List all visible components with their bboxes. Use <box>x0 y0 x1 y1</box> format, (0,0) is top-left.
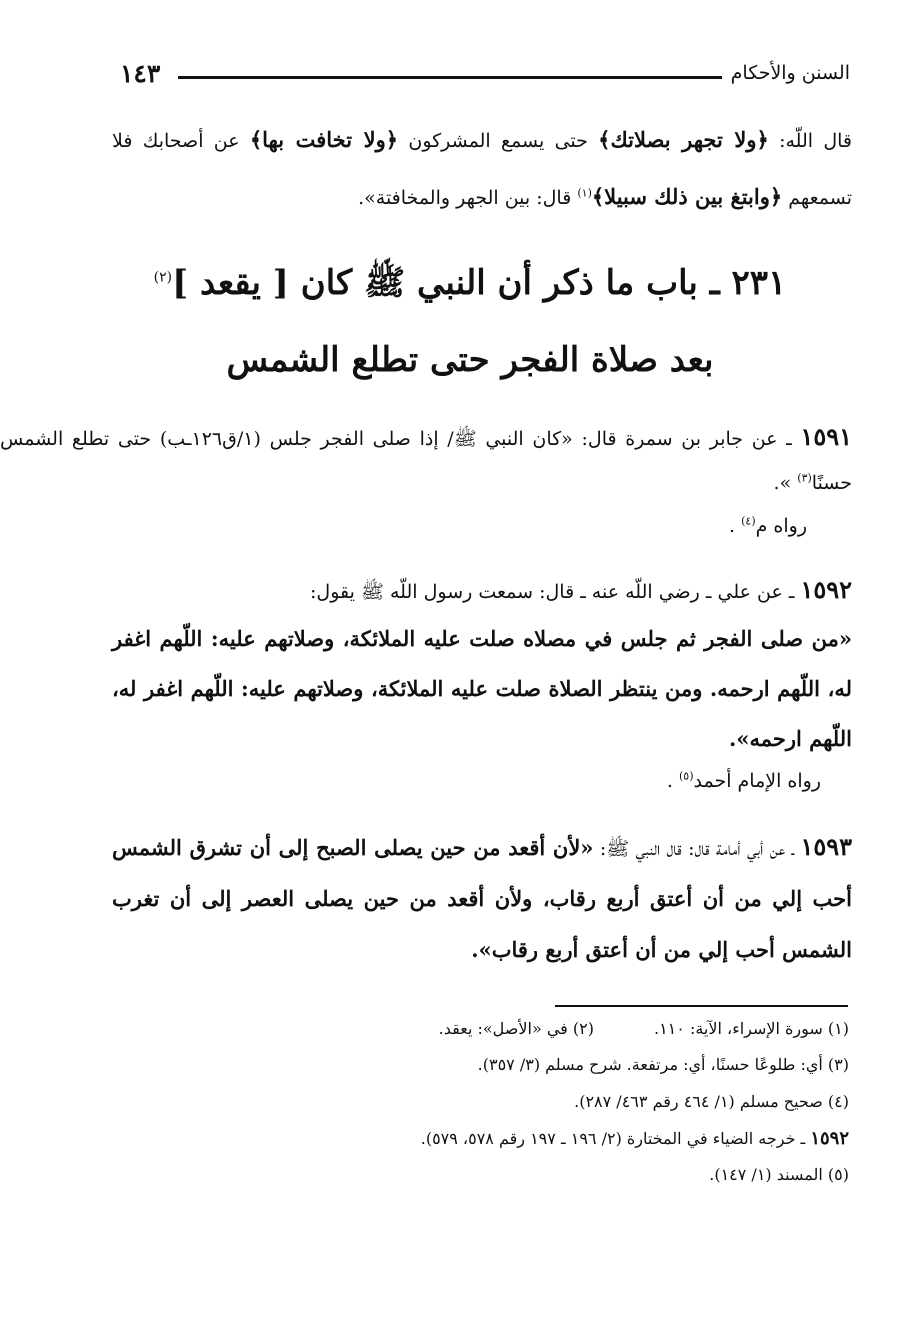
quran-quote-1: ﴿ولا تجهر بصلاتك﴾ <box>598 127 769 152</box>
riwaya-1592 <box>667 770 821 792</box>
footnote-ref-3: (٣) <box>797 471 812 485</box>
hadith-text: ـ عن جابر بن سمرة قال: «كان النبي ﷺ/ إذا صلى الفجر جلس (١/ق١٢٦ـب) حتى تطلع الشمس حسنًا <box>0 428 852 494</box>
riwaya-text: رواه م <box>755 515 807 537</box>
footnote-3: (٣) أي: طلوعًا حسنًا، أي: مرتفعة. شرح مسلم (٣/ ٣٥٧). <box>477 1055 849 1074</box>
quran-quote-3: ﴿وابتغ بين ذلك سبيلا﴾ <box>591 184 783 209</box>
footnote-takhrij-1592 <box>421 1128 849 1149</box>
hadith-body: «لأن أقعد من حين يصلى الصبح إلى أن تشرق الشمس أحب إلي من أن أعتق أربع رقاب، ولأن أقعد من حين يصلى العصر إلى أن تغرب الشمس أحب إلي من أن أعتق أربع رقاب». <box>112 835 852 962</box>
riwaya-end: . <box>729 515 742 537</box>
footnote-ref-4: (٤) <box>741 514 756 528</box>
footnote-1: (١) سورة الإسراء، الآية: ١١٠. <box>653 1019 849 1038</box>
riwaya-end: . <box>666 770 679 792</box>
hadith-1591 <box>0 415 852 505</box>
riwaya-text: رواه الإمام أحمد <box>693 770 821 792</box>
footnote-4: (٤) صحيح مسلم (١/ ٤٦٤ رقم ٤٦٣/ ٢٨٧). <box>574 1092 849 1111</box>
footnote-separator <box>555 1005 848 1007</box>
intro-paragraph <box>112 112 852 226</box>
chapter-title-text: ٢٣١ ـ باب ما ذكر أن النبي ﷺ كان [ يقعد ] <box>172 263 787 303</box>
hadith-body: «من صلى الفجر ثم جلس في مصلاه صلت عليه الملائكة، وصلاتهم عليه: اللّهم اغفر له، اللّهم ارحمه. ومن ينتظر الصلاة صلت عليه الملائكة، وصلاتهم عليه: اللّهم اغفر له، اللّهم ارحمه». <box>112 626 852 751</box>
intro-text-4: قال: بين الجهر والمخافتة». <box>358 187 578 209</box>
footnote-takhrij-text: ـ خرجه الضياء في المختارة (٢/ ١٩٦ ـ ١٩٧ رقم ٥٧٨، ٥٧٩). <box>420 1129 811 1148</box>
header-title: السنن والأحكام <box>730 62 850 84</box>
footnote-ref-1: (١) <box>577 186 592 200</box>
hadith-1592 <box>112 568 852 764</box>
intro-text-1: قال اللّه: <box>768 130 853 152</box>
hadith-number: ١٥٩٢ <box>800 575 852 604</box>
footnote-line-1 <box>439 1019 849 1038</box>
hadith-number: ١٥٩١ <box>800 422 852 451</box>
page-number: ١٤٣ <box>120 59 161 88</box>
header-rule <box>178 76 722 79</box>
footnote-ref-2: (٢) <box>153 269 173 286</box>
hadith-number: ١٥٩٣ <box>800 832 852 861</box>
hadith-text-end: ». <box>773 472 798 494</box>
running-header <box>120 59 850 92</box>
intro-text-3: عن أصحابك فلا تسمعهم <box>112 130 852 209</box>
footnote-ref-5: (٥) <box>678 769 694 783</box>
chapter-title-line-1 <box>120 262 820 311</box>
footnote-2: (٢) في «الأصل»: يعقد. <box>438 1019 594 1038</box>
intro-text-2: حتى يسمع المشركون <box>398 130 599 152</box>
hadith-intro: ـ عن علي ـ رضي اللّه عنه ـ قال: سمعت رسول اللّه ﷺ يقول: <box>310 581 801 603</box>
hadith-1593 <box>112 822 852 976</box>
chapter-title-line-2: بعد صلاة الفجر حتى تطلع الشمس <box>226 340 714 380</box>
quran-quote-2: ﴿ولا تخافت بها﴾ <box>249 127 399 152</box>
hadith-intro: ـ عن أبي أمامة قال: قال النبي ﷺ: <box>593 838 801 860</box>
footnote-hadith-number: ١٥٩٢ <box>810 1128 849 1149</box>
riwaya-1591 <box>729 515 807 537</box>
footnote-5: (٥) المسند (١/ ١٤٧). <box>709 1165 849 1184</box>
